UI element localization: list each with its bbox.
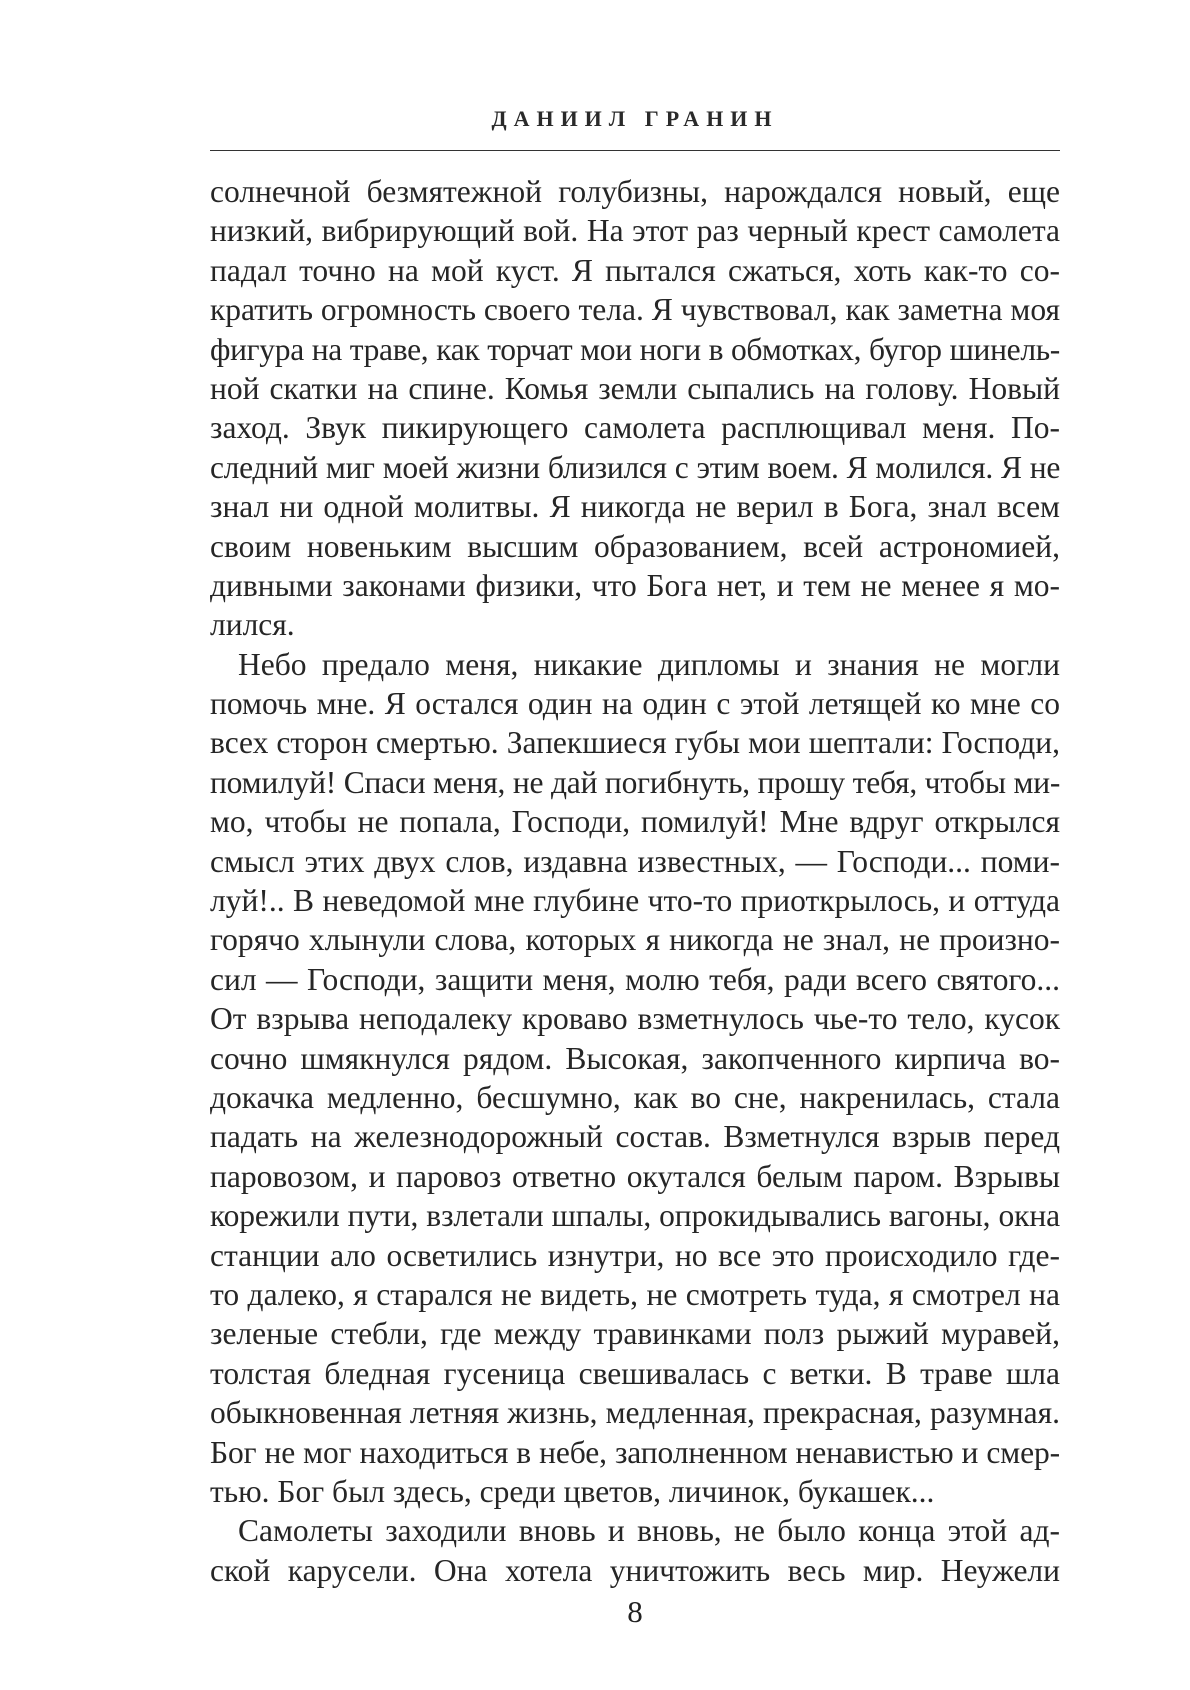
text-line: Самолеты заходили вновь и вновь, не было конца этой ад-: [238, 1513, 1060, 1549]
text-line: горячо хлынули слова, которых я никогда не знал, не произно-: [210, 922, 1060, 958]
text-line: дивными законами физики, что Бога нет, и тем не менее я мо-: [210, 567, 1060, 603]
text-line: помочь мне. Я остался один на один с этой летящей ко мне со: [210, 686, 1060, 722]
text-line: Бог не мог находиться в небе, заполненном ненавистью и смер-: [210, 1434, 1060, 1470]
page-number: 8: [627, 1594, 643, 1629]
body-text: [210, 172, 1060, 1590]
text-line: помилуй! Спаси меня, не дай погибнуть, прошу тебя, чтобы ми-: [210, 764, 1061, 800]
text-line: кратить огромность своего тела. Я чувствовал, как заметна моя: [210, 292, 1060, 328]
text-line: зеленые стебли, где между травинками полз рыжий муравей,: [210, 1316, 1060, 1352]
text-line: смысл этих двух слов, издавна известных, — Господи... поми-: [210, 843, 1060, 879]
text-line: обыкновенная летняя жизнь, медленная, прекрасная, разумная.: [210, 1395, 1060, 1431]
text-line: солнечной безмятежной голубизны, нарождался новый, еще: [210, 174, 1060, 209]
text-line: Небо предало меня, никакие дипломы и знания не могли: [238, 646, 1060, 682]
text-line: ной скатки на спине. Комья земли сыпались на голову. Новый: [210, 370, 1060, 406]
text-line: тью. Бог был здесь, среди цветов, личинок, букашек...: [210, 1473, 935, 1509]
text-line: корежили пути, взлетали шпалы, опрокидывались вагоны, окна: [210, 1198, 1060, 1234]
text-line: лился.: [210, 607, 295, 643]
text-line: сочно шмякнулся рядом. Высокая, закопченного кирпича во-: [210, 1040, 1060, 1076]
text-line: сил — Господи, защити меня, молю тебя, ради всего святого...: [210, 961, 1060, 997]
running-head: ДАНИИЛ ГРАНИН: [491, 106, 779, 131]
text-line: падал точно на мой куст. Я пытался сжаться, хоть как-то со-: [210, 252, 1060, 288]
text-line: заход. Звук пикирующего самолета расплющивал меня. По-: [210, 410, 1060, 446]
text-line: ской карусели. Она хотела уничтожить весь мир. Неужели: [210, 1552, 1060, 1588]
text-line: фигура на траве, как торчат мои ноги в обмотках, бугор шинель-: [210, 331, 1060, 367]
text-line: докачка медленно, бесшумно, как во сне, накренилась, стала: [210, 1079, 1060, 1115]
text-line: От взрыва неподалеку кроваво взметнулось чье-то тело, кусок: [210, 1001, 1060, 1037]
text-line: станции ало осветились изнутри, но все это происходило где-: [210, 1237, 1060, 1273]
text-line: знал ни одной молитвы. Я никогда не верил в Бога, знал всем: [210, 489, 1060, 525]
text-line: своим новеньким высшим образованием, всей астрономией,: [210, 528, 1060, 564]
text-line: следний миг моей жизни близился с этим воем. Я молился. Я не: [210, 449, 1060, 485]
text-line: мо, чтобы не попала, Господи, помилуй! Мне вдруг открылся: [210, 804, 1060, 840]
text-line: то далеко, я старался не видеть, не смотреть туда, я смотрел на: [210, 1276, 1060, 1312]
text-line: всех сторон смертью. Запекшиеся губы мои шептали: Господи,: [210, 725, 1060, 761]
text-line: падать на железнодорожный состав. Взметнулся взрыв перед: [210, 1119, 1060, 1155]
header-rule: [210, 150, 1060, 151]
text-line: луй!.. В неведомой мне глубине что-то приоткрылось, и оттуда: [210, 883, 1060, 919]
text-line: толстая бледная гусеница свешивалась с ветки. В траве шла: [210, 1355, 1060, 1391]
text-line: паровозом, и паровоз ответно окутался белым паром. Взрывы: [210, 1158, 1060, 1194]
text-line: низкий, вибрирующий вой. На этот раз черный крест самолета: [210, 213, 1060, 249]
